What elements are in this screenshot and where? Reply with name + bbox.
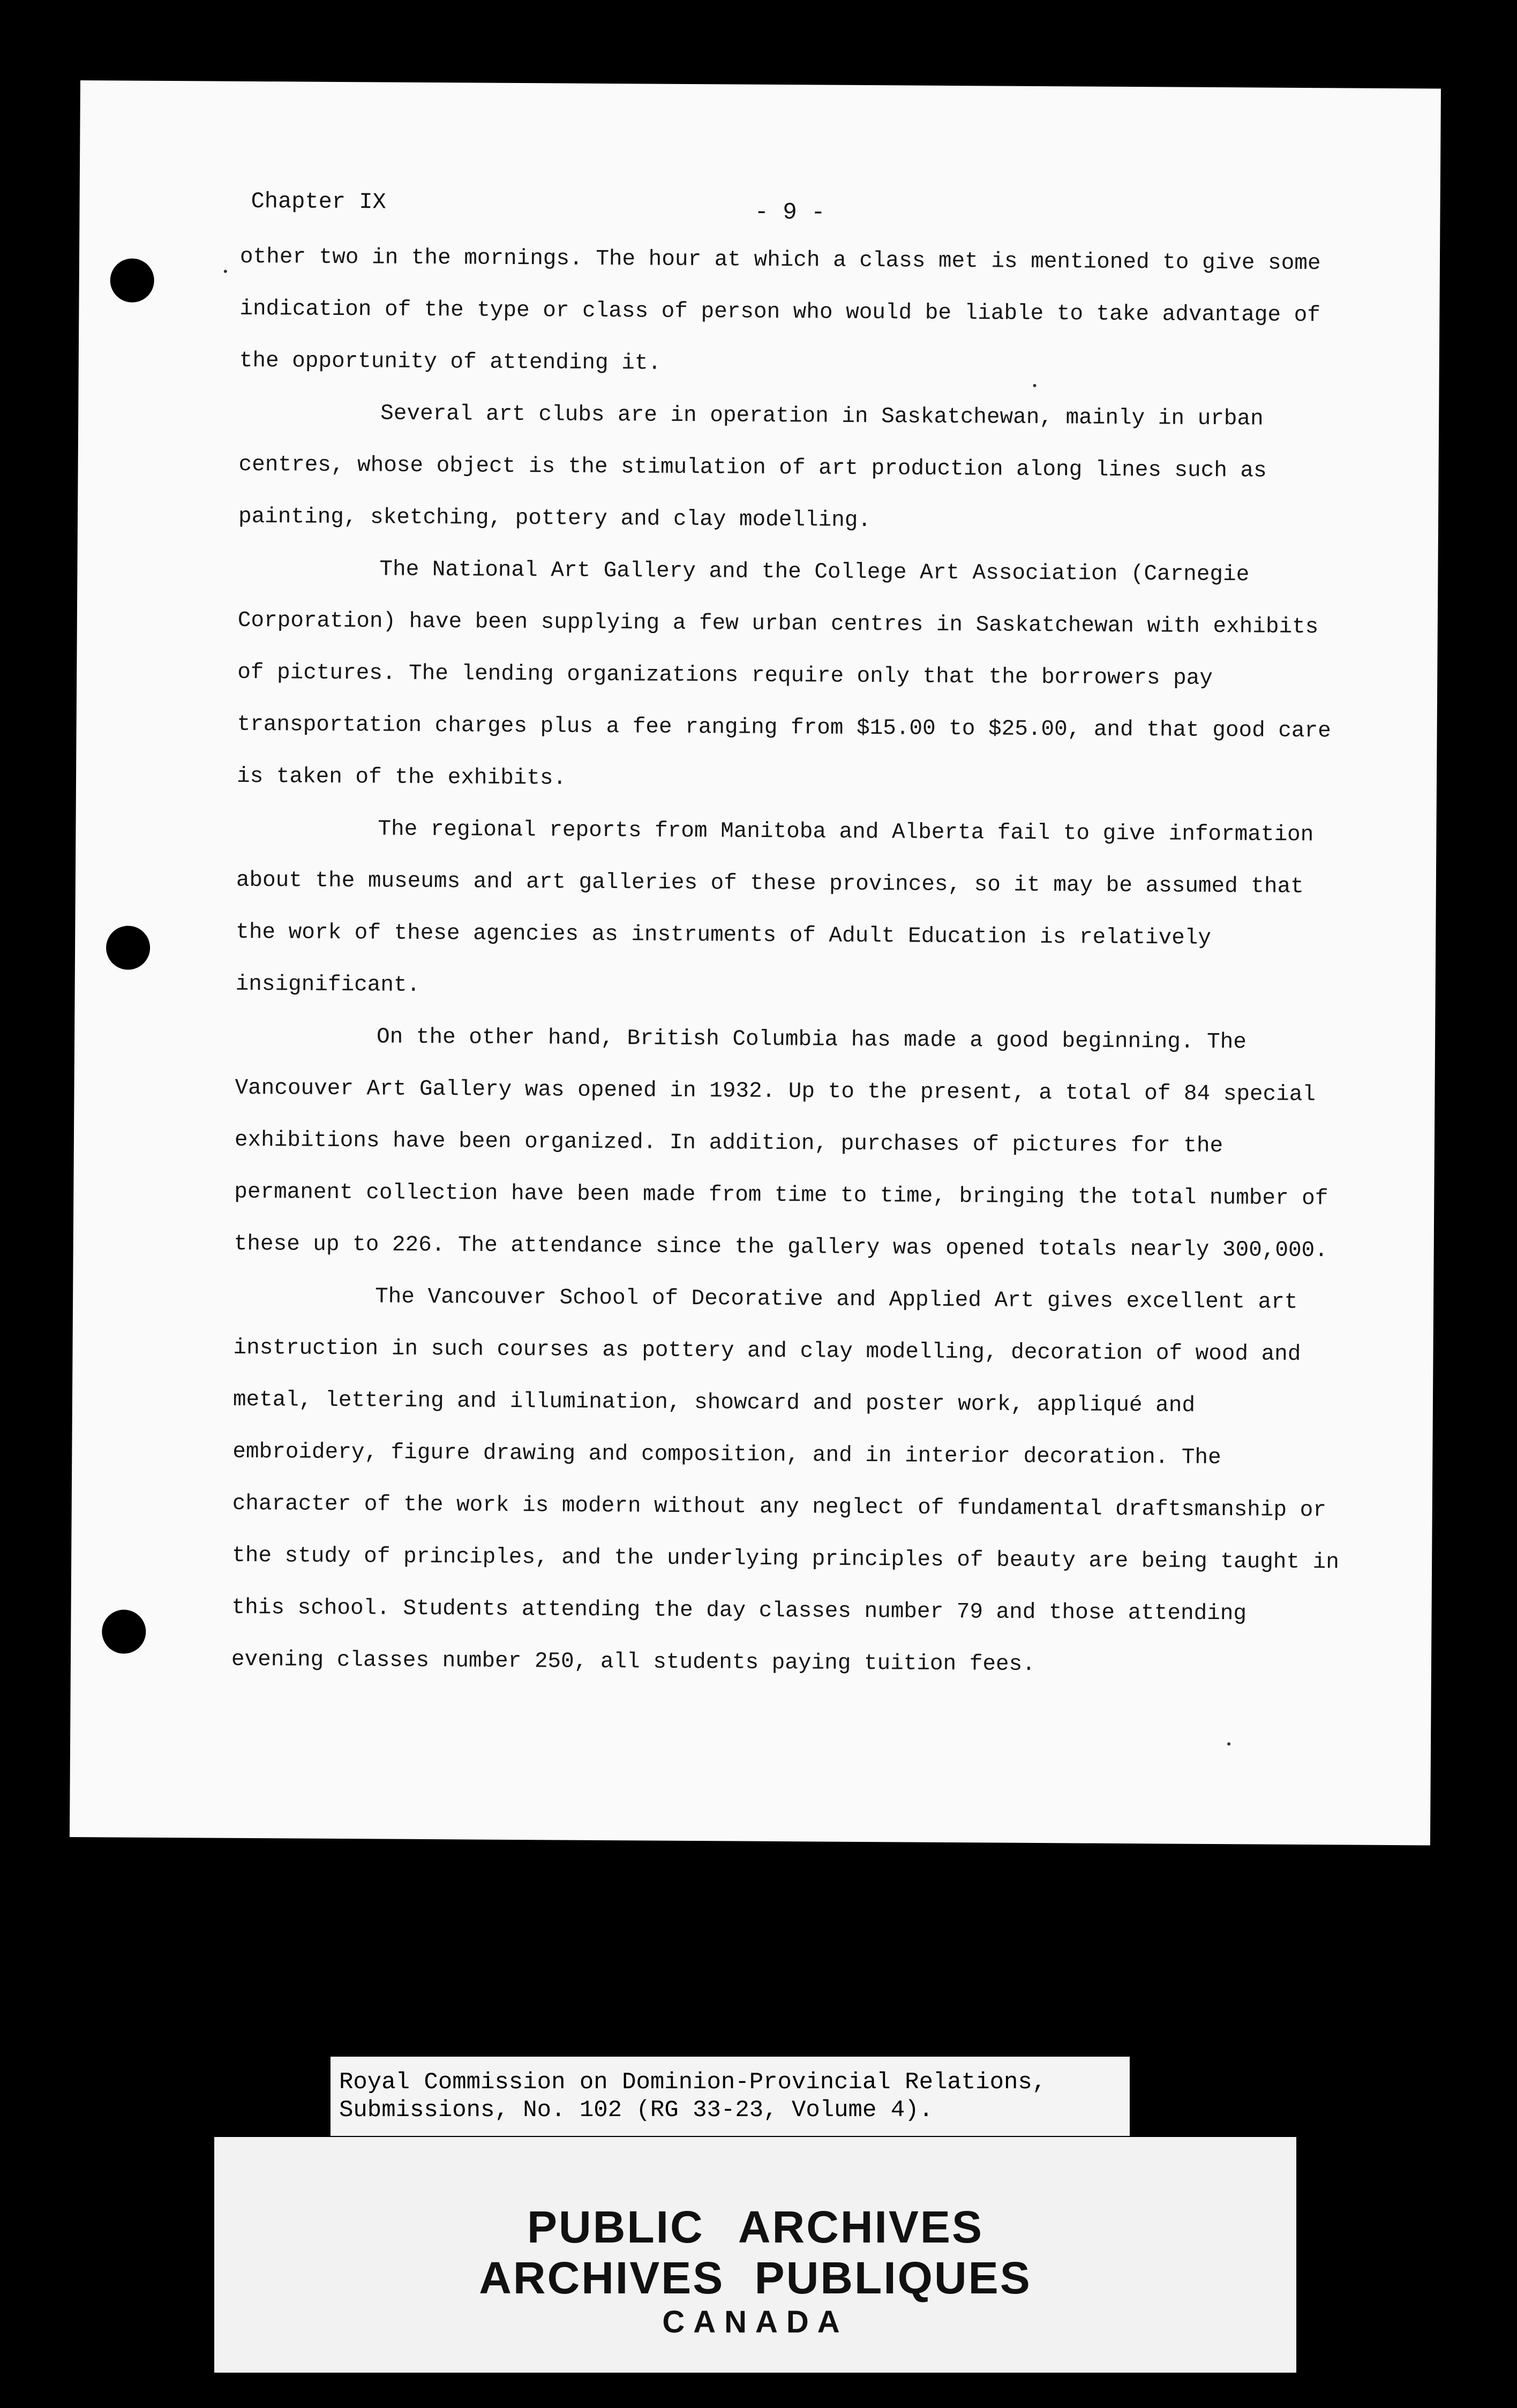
paragraph-regional-reports: The regional reports from Manitoba and Alberta fail to give information about the museums and art galleries of these provinces, so it may be assumed that the work of these agencies as instruments of Adult Education is relatively insignificant. — [235, 817, 1314, 998]
citation-label — [331, 2057, 1130, 2136]
paragraph-art-clubs: Several art clubs are in operation in Saskatchewan, mainly in urban centres, whose object is the stimulation of art production along lines such as painting, sketching, pottery and clay modelling. — [238, 401, 1267, 533]
ink-speck — [1227, 1742, 1230, 1745]
citation-line-2: Submissions, No. 102 (RG 33-23, Volume 4). — [339, 2097, 933, 2124]
punch-hole-bottom — [102, 1609, 146, 1653]
body-text — [231, 231, 1355, 1693]
document-page — [70, 80, 1441, 1845]
archives-stamp — [214, 2137, 1296, 2373]
ink-speck — [1033, 384, 1037, 387]
page-number: - 9 - — [754, 199, 825, 227]
paragraph-national-gallery: The National Art Gallery and the College Art Association (Carnegie Corporation) have been supplying a few urban centres in Saskatchewan with exhibits of pictures. The lending organizations require only that the borrowers pay transportation charges plus a fee ranging from $15.00 to $25.00, and that good care is taken of the exhibits. — [236, 557, 1331, 791]
paragraph-continuation: other two in the mornings. The hour at which a class met is mentioned to give some indication of the type or class of person who would be liable to take advantage of the opportunity of attending it. — [239, 244, 1321, 376]
chapter-heading: Chapter IX — [251, 188, 386, 215]
ink-speck — [224, 270, 227, 273]
punch-hole-top — [110, 258, 154, 302]
archives-line-country: CANADA — [662, 2305, 848, 2339]
punch-hole-middle — [106, 925, 150, 969]
citation-line-1: Royal Commission on Dominion-Provincial Relations, — [339, 2069, 1047, 2096]
paragraph-british-columbia: On the other hand, British Columbia has made a good beginning. The Vancouver Art Gallery was opened in 1932. Up to the present, a total of 84 special exhibitions have been organized. In addition, purchases of pictures for the permanent collection have been made from time to time, bringing the total number of these up to 226. The attendance since the gallery was opened totals nearly 300,000. — [234, 1025, 1328, 1263]
archives-line-english: PUBLIC ARCHIVES — [527, 2202, 983, 2252]
paragraph-vancouver-school: The Vancouver School of Decorative and Applied Art gives excellent art instruction in such courses as pottery and clay modelling, decoration of wood and metal, lettering and illumination, showcard and poster work, appliqué and embroidery, figure drawing and composition, and in interior decoration. The character of the work is modern without any neglect of fundamental draftsmanship or the study of principles, and the underlying principles of beauty are being taught in this school. Students attending the day classes number 79 and those attending evening classes number 250, all students paying tuition fees. — [231, 1284, 1340, 1677]
archives-line-french: ARCHIVES PUBLIQUES — [479, 2253, 1032, 2303]
